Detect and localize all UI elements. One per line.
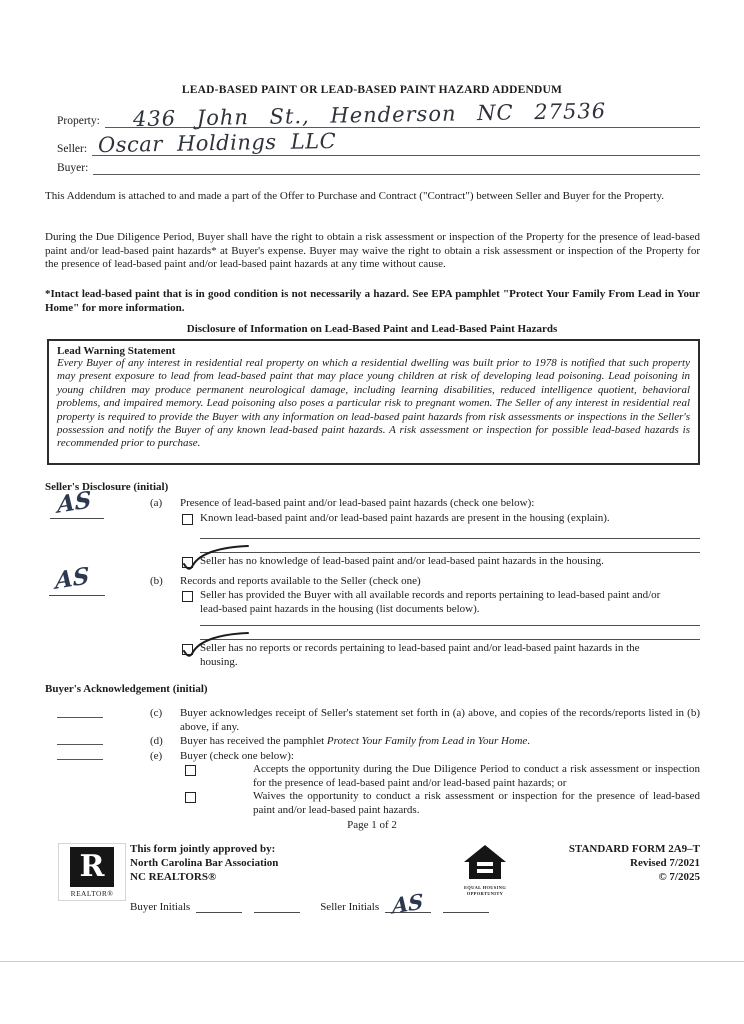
item-d-initial-line (57, 744, 103, 745)
approved-line-1: This form jointly approved by: (130, 843, 276, 855)
item-e-text: Buyer (check one below): (180, 749, 294, 762)
item-b-body (180, 575, 700, 670)
item-c-text: Buyer acknowledges receipt of Seller's statement set forth in (a) above, and copies of the records/reports listed in (b) above, if any. (180, 707, 700, 733)
item-b-initial-area[interactable] (45, 561, 150, 670)
item-d-initial-area[interactable] (45, 735, 150, 749)
equal-housing-caption: EQUAL HOUSING OPPORTUNITY (463, 885, 507, 896)
form-copyright: © 7/2025 (658, 871, 700, 883)
buyer-field-row (57, 158, 700, 175)
seller-initials-line-1[interactable] (385, 888, 431, 919)
checkbox-accepts[interactable] (185, 765, 196, 776)
property-field-row (57, 98, 700, 132)
item-b-initial-line (49, 595, 105, 596)
item-d-text (180, 735, 700, 749)
realtor-r-icon: R (70, 847, 114, 887)
documents-line-2[interactable] (200, 639, 700, 640)
realtor-logo (58, 843, 126, 901)
standard-form-name: STANDARD FORM 2A9–T (568, 843, 700, 855)
equal-housing-house-icon (464, 845, 506, 881)
checkmark-icon (181, 544, 253, 574)
seller-input-line[interactable] (92, 126, 700, 156)
buyers-acknowledgement-heading: Buyer's Acknowledgement (initial) (45, 683, 208, 695)
checkbox-waives[interactable] (185, 792, 196, 803)
checkbox-no-knowledge[interactable] (182, 557, 193, 568)
item-c-initial-line (57, 717, 103, 718)
explain-line-1[interactable] (200, 538, 700, 539)
item-d-label: (d) (150, 735, 163, 747)
item-b-option-no-records (180, 642, 700, 669)
form-revised: Revised 7/2021 (630, 857, 700, 869)
page-edge-line (0, 961, 744, 962)
item-a-initial-line (50, 518, 104, 519)
property-label: Property: (57, 115, 100, 127)
equal-housing-logo (453, 845, 517, 896)
property-input-line[interactable] (105, 98, 700, 132)
item-e-body (180, 750, 700, 818)
intact-paint-note: *Intact lead-based paint that is in good condition is not necessarily a hazard. See EPA pamphlet "Protect Your Family From Lead in Your Home" for more information. (45, 288, 700, 314)
checkbox-no-records[interactable] (182, 644, 193, 655)
form-id-block (569, 842, 700, 884)
item-b-option-provided (180, 589, 700, 616)
item-e-initial-area[interactable] (45, 750, 150, 818)
buyer-initials-line-1[interactable] (196, 898, 242, 913)
seller-initials-handwriting-a: AS (56, 486, 92, 519)
item-c (45, 707, 700, 734)
approved-line-3: NC REALTORS® (130, 871, 217, 883)
item-a-label: (a) (150, 497, 163, 509)
item-e-option-accepts-text: Accepts the opportunity during the Due Diligence Period to conduct a risk assessment or inspection for the presence of lead-based paint and/or lead-based paint hazards; or (253, 763, 700, 789)
item-a-option-no-knowledge (180, 555, 700, 569)
buyers-acknowledgement-section (45, 683, 700, 817)
item-a-option-known (180, 512, 700, 526)
item-b-option-no-records-text: Seller has no reports or records pertaining to lead-based paint and/or lead-based paint hazards in the housing. (200, 642, 640, 668)
item-e-label: (e) (150, 749, 163, 762)
buyer-initials-label: Buyer Initials (130, 901, 191, 913)
form-title: LEAD-BASED PAINT OR LEAD-BASED PAINT HAZARD ADDENDUM (181, 84, 563, 96)
disclosure-heading: Disclosure of Information on Lead-Based Paint and Lead-Based Paint Hazards (186, 323, 558, 335)
item-e-option-waives (180, 790, 700, 817)
item-e-option-accepts (180, 763, 700, 790)
seller-label: Seller: (57, 143, 88, 155)
due-diligence-paragraph: During the Due Diligence Period, Buyer shall have the right to obtain a risk assessment or inspection of the Property for the presence of lead-based paint and/or lead-based paint hazards* at Buyer's expense. Buyer may waive the right to obtain a risk assessment or inspection of the Property for the presence of lead-based paint and/or lead-based paint hazards at any time without cause. (45, 231, 700, 271)
item-d (45, 735, 700, 749)
approved-by-block (130, 842, 278, 884)
seller-initials-handwriting-b: AS (54, 561, 90, 595)
documents-line-1[interactable] (200, 625, 700, 626)
item-c-initial-area[interactable] (45, 707, 150, 734)
page-number: Page 1 of 2 (347, 819, 397, 831)
sellers-disclosure-heading: Seller's Disclosure (initial) (45, 481, 169, 493)
item-a-option-no-knowledge-text: Seller has no knowledge of lead-based paint and/or lead-based paint hazards in the housing. (200, 555, 604, 567)
lead-warning-body: Every Buyer of any interest in residential real property on which a residential dwelling was built prior to 1978 is notified that such property may present exposure to lead from lead-based paint that may place young children at risk of developing lead poisoning. Lead poisoning in young children may produce permanent neurological damage, including learning disabilities, reduced intelligence quotient, behavioral problems, and impaired memory. Lead poisoning also poses a particular risk to pregnant women. The Seller of any interest in residential real property is required to provide the Buyer with any information on lead-based paint hazards from risk assessments or inspections in the Seller's possession and notify the Buyer of any known lead-based paint hazards. A risk assessment or inspection for possible lead-based hazards is recommended prior to purchase. (57, 357, 690, 450)
explain-line-2[interactable] (200, 552, 700, 553)
seller-initials-label: Seller Initials (320, 901, 380, 913)
item-c-label: (c) (150, 707, 163, 719)
buyer-initials-line-2[interactable] (254, 898, 300, 913)
addendum-attached-paragraph: This Addendum is attached to and made a part of the Offer to Purchase and Contract ("Contract") between Seller and Buyer for the Property. (45, 190, 664, 202)
pamphlet-title: Protect Your Family from Lead in Your Home (326, 735, 528, 747)
item-e-option-waives-text: Waives the opportunity to conduct a risk assessment or inspection for the presence of lead-based paint and/or lead-based paint hazards. (253, 790, 700, 816)
seller-initials-line-2[interactable] (443, 898, 489, 913)
item-b-option-provided-text: Seller has provided the Buyer with all available records and reports pertaining to lead-based paint and/or lead-based paint hazards in the housing (list documents below). (200, 589, 661, 615)
checkbox-known-hazards[interactable] (182, 514, 193, 525)
seller-initials-handwriting-footer: AS (392, 888, 424, 919)
property-handwritten-value: 436 John St., Henderson NC 27536 (132, 98, 607, 132)
item-a-text: Presence of lead-based paint and/or lead-based paint hazards (check one below): (180, 497, 535, 509)
item-a-option-known-text: Known lead-based paint and/or lead-based paint hazards are present in the housing (explain). (200, 511, 610, 524)
approved-line-2: North Carolina Bar Association (130, 857, 279, 869)
lead-warning-title: Lead Warning Statement (57, 345, 176, 357)
buyer-label: Buyer: (57, 162, 89, 174)
item-b-text: Records and reports available to the Seller (check one) (180, 574, 421, 587)
item-e-initial-line (57, 759, 103, 760)
realtor-logo-caption: REALTOR® (70, 889, 114, 898)
checkbox-records-provided[interactable] (182, 591, 193, 602)
seller-handwritten-value: Oscar Holdings LLC (97, 128, 337, 158)
item-a-initial-area[interactable] (45, 486, 150, 569)
item-d-text-before: Buyer has received the pamphlet (180, 735, 327, 747)
seller-field-row (57, 127, 700, 156)
item-a-body (180, 497, 700, 569)
item-e (45, 750, 700, 818)
sellers-disclosure-section (45, 481, 700, 669)
item-d-text-after: . (527, 735, 531, 747)
buyer-input-line[interactable] (93, 157, 700, 175)
checkmark-icon (181, 631, 253, 661)
item-b-label: (b) (150, 574, 163, 587)
lead-warning-box (47, 339, 700, 465)
